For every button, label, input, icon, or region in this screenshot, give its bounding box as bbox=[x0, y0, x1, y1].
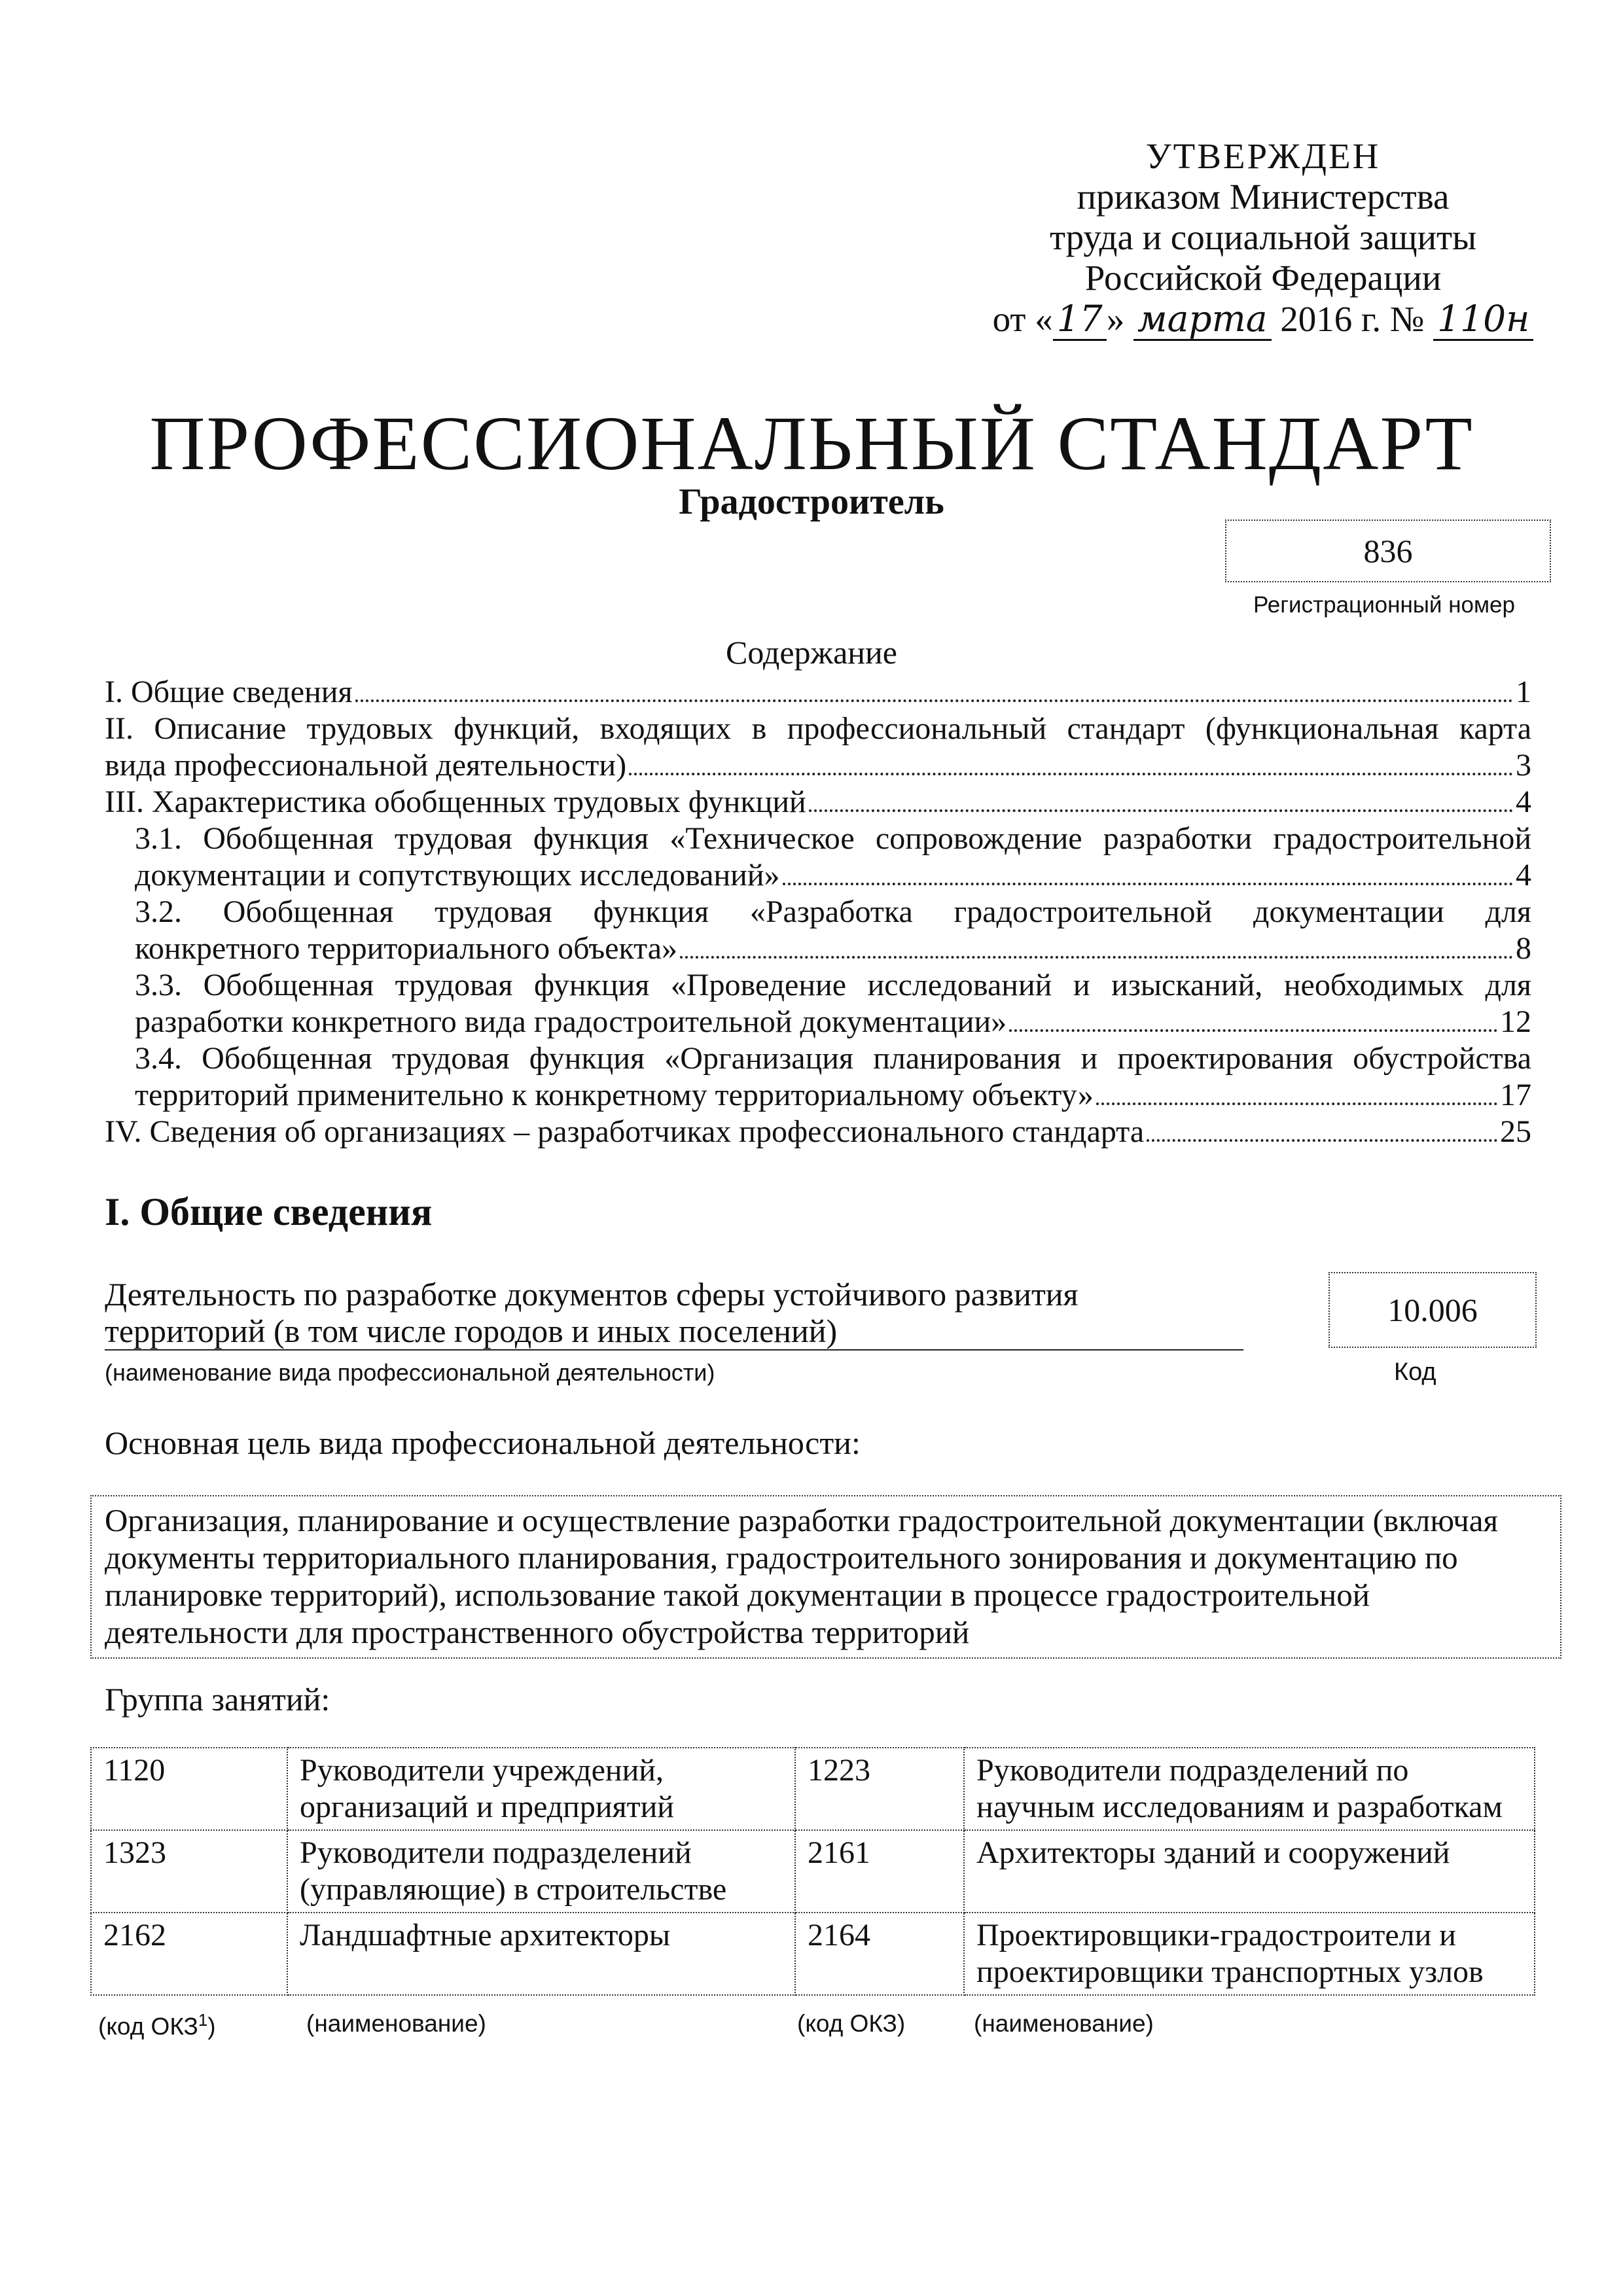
occupation-name-cell: Ландшафтные архитекторы bbox=[287, 1913, 795, 1995]
table-row bbox=[91, 1913, 1535, 1995]
toc-entry-line[interactable]: 3.4. Обобщенная трудовая функция «Организация планирования и проектирования обустройства bbox=[135, 1041, 1531, 1076]
handwritten-order-number: 110н bbox=[1433, 298, 1533, 341]
handwritten-month: марта bbox=[1133, 298, 1272, 341]
toc-entry[interactable]: территорий применительно к конкретному территориальному объекту» 17 bbox=[135, 1078, 1531, 1112]
approval-line: приказом Министерства bbox=[1077, 177, 1450, 217]
handwritten-day: 17 bbox=[1053, 298, 1107, 341]
okz-code-cell: 1223 bbox=[795, 1748, 964, 1830]
toc-entry[interactable]: I. Общие сведения 1 bbox=[105, 675, 1531, 709]
table-row bbox=[91, 1830, 1535, 1913]
occupation-group-label: Группа занятий: bbox=[105, 1681, 330, 1718]
registration-number-box: 836 bbox=[1225, 520, 1551, 582]
document-title: ПРОФЕССИОНАЛЬНЫЙ СТАНДАРТ bbox=[149, 400, 1474, 486]
activity-code-box: 10.006 bbox=[1329, 1272, 1537, 1348]
okz-code-cell: 1120 bbox=[91, 1748, 287, 1830]
occupation-name-cell: Руководители подразделений по научным исследованиям и разработкам bbox=[964, 1748, 1535, 1830]
activity-name: Деятельность по разработке документов сферы устойчивого развития территорий (в том числе городов и иных поселений) bbox=[105, 1276, 1243, 1351]
okz-code-cell: 1323 bbox=[91, 1830, 287, 1913]
table-of-contents bbox=[105, 674, 1531, 1150]
toc-entry-line[interactable]: 3.3. Обобщенная трудовая функция «Проведение исследований и изысканий, необходимых для bbox=[135, 968, 1531, 1002]
okz-code-caption: (код ОКЗ) bbox=[797, 2010, 906, 2037]
approval-date: от « 17 » марта 2016 г. № 110н bbox=[969, 298, 1558, 341]
toc-entry[interactable]: вида профессиональной деятельности) 3 bbox=[105, 748, 1531, 783]
occupation-group-table bbox=[90, 1747, 1535, 1996]
toc-entry-line[interactable]: 3.1. Обобщенная трудовая функция «Техническое сопровождение разработки градостроительной bbox=[135, 821, 1531, 856]
activity-name-caption: (наименование вида профессиональной деятельности) bbox=[105, 1359, 715, 1386]
okz-code-cell: 2164 bbox=[795, 1913, 964, 1995]
toc-title: Содержание bbox=[726, 634, 897, 671]
toc-entry-line[interactable]: 3.2. Обобщенная трудовая функция «Разработка градостроительной документации для bbox=[135, 894, 1531, 929]
table-row bbox=[91, 1748, 1535, 1830]
footnote-marker[interactable]: 1 bbox=[198, 2010, 208, 2030]
registration-number-label: Регистрационный номер bbox=[1253, 592, 1515, 618]
name-caption: (наименование) bbox=[974, 2010, 1154, 2037]
goal-label: Основная цель вида профессиональной деятельности: bbox=[105, 1424, 861, 1461]
toc-entry[interactable]: разработки конкретного вида градостроительной документации» 12 bbox=[135, 1004, 1531, 1039]
occupation-name-cell: Проектировщики-градостроители и проектировщики транспортных узлов bbox=[964, 1913, 1535, 1995]
occupation-name-cell: Руководители подразделений (управляющие) в строительстве bbox=[287, 1830, 795, 1913]
toc-entry[interactable]: III. Характеристика обобщенных трудовых функций 4 bbox=[105, 785, 1531, 819]
name-caption: (наименование) bbox=[306, 2010, 486, 2037]
approval-line: Российской Федерации bbox=[1084, 258, 1442, 298]
okz-code-cell: 2161 bbox=[795, 1830, 964, 1913]
toc-entry-line[interactable]: II. Описание трудовых функций, входящих в профессиональный стандарт (функциональная карта bbox=[105, 711, 1531, 746]
occupation-name-cell: Архитекторы зданий и сооружений bbox=[964, 1830, 1535, 1913]
toc-entry[interactable]: документации и сопутствующих исследований» 4 bbox=[135, 858, 1531, 892]
approval-title: УТВЕРЖДЕН bbox=[1145, 136, 1381, 176]
toc-entry[interactable]: IV. Сведения об организациях – разработчиках профессионального стандарта 25 bbox=[105, 1114, 1531, 1149]
section-heading: I. Общие сведения bbox=[105, 1190, 433, 1233]
approval-block bbox=[969, 136, 1558, 341]
okz-code-cell: 2162 bbox=[91, 1913, 287, 1995]
document-subtitle: Градостроитель bbox=[679, 482, 944, 522]
activity-code-label: Код bbox=[1394, 1358, 1436, 1386]
goal-text-box: Организация, планирование и осуществление разработки градостроительной документации (включая документы территориального планирования, градостроительного зонирования и документацию по планировке территорий), использование такой документации в процессе градостроительной деятельности для пространственного обустройства территорий bbox=[90, 1495, 1561, 1659]
occupation-name-cell: Руководители учреждений, организаций и предприятий bbox=[287, 1748, 795, 1830]
toc-entry[interactable]: конкретного территориального объекта» 8 bbox=[135, 931, 1531, 966]
approval-line: труда и социальной защиты bbox=[1049, 217, 1477, 257]
okz-code-caption: (код ОКЗ$^1$) bbox=[98, 2010, 216, 2040]
